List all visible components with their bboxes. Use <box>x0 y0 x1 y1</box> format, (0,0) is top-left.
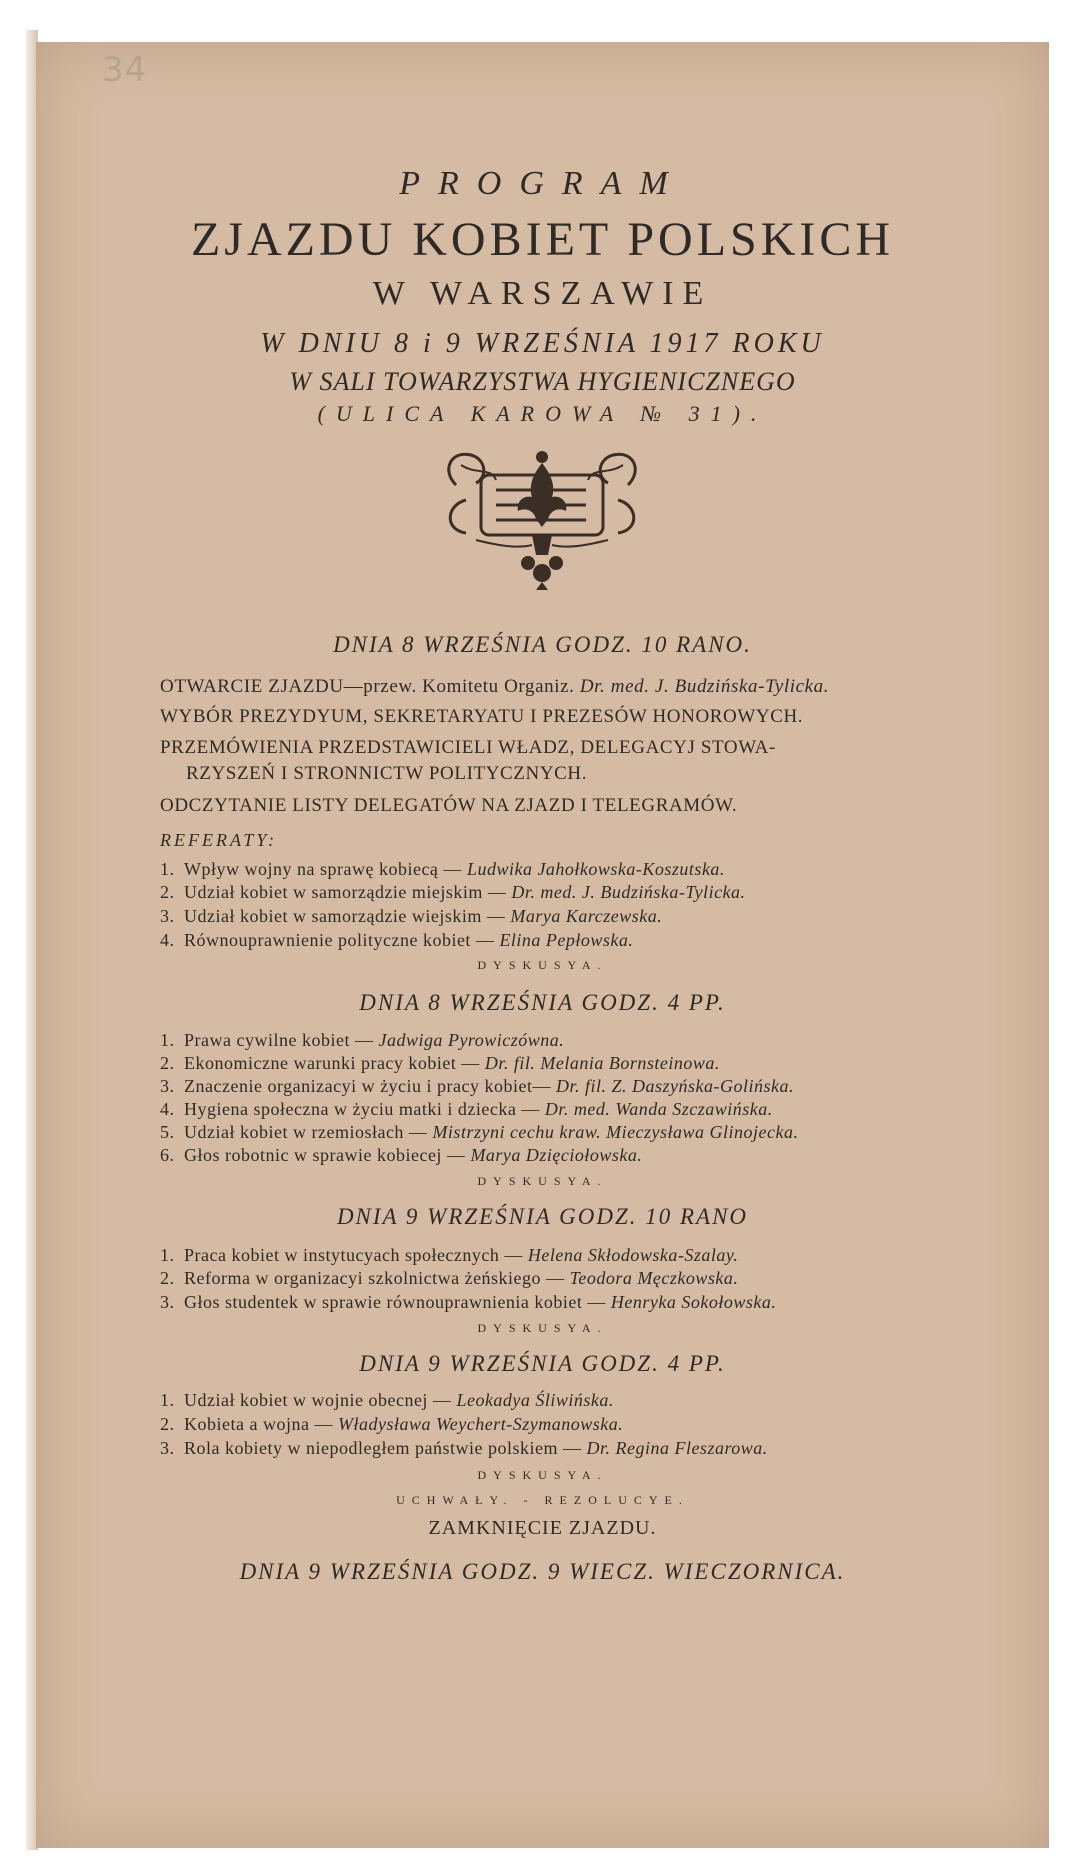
discussion-label: DYSKUSYA. <box>477 958 608 972</box>
list-item: 3. Rola kobiety w niepodległem państwie polskiem — Dr. Regina Fleszarowa. <box>160 1438 768 1458</box>
list-item: 4. Hygiena społeczna w życiu matki i dziecka — Dr. med. Wanda Szczawińska. <box>160 1099 773 1119</box>
title-program: PROGRAM <box>399 165 686 202</box>
discussion-label: DYSKUSYA. <box>477 1321 608 1335</box>
closing-label: ZAMKNIĘCIE ZJAZDU. <box>428 1517 657 1539</box>
section-1-heading: DNIA 8 WRZEŚNIA GODZ. 10 RANO. <box>333 632 752 657</box>
list-item: 1. Prawa cywilne kobiet — Jadwiga Pyrowiczówna. <box>160 1030 565 1050</box>
list-item: 1. Praca kobiet w instytucyach społecznych — Helena Skłodowska-Szalay. <box>160 1245 739 1265</box>
section-3-heading: DNIA 9 WRZEŚNIA GODZ. 10 RANO <box>336 1204 749 1229</box>
election-line: WYBÓR PREZYDYUM, SEKRETARYATU I PREZESÓW HONOROWYCH. <box>160 706 804 727</box>
resolutions-label: UCHWAŁY. - REZOLUCYE. <box>396 1493 689 1507</box>
opening-line <box>160 676 829 698</box>
discussion-label: DYSKUSYA. <box>477 1468 608 1482</box>
title-main: ZJAZDU KOBIET POLSKICH <box>190 213 895 266</box>
title-venue: W SALI TOWARZYSTWA HYGIENICZNEGO <box>289 367 796 396</box>
evening-event: DNIA 9 WRZEŚNIA GODZ. 9 WIECZ. WIECZORNICA. <box>239 1559 846 1584</box>
list-item: 2. Kobieta a wojna — Władysława Weychert-Szymanowska. <box>160 1414 624 1434</box>
list-item: 6. Głos robotnic w sprawie kobiecej — Marya Dzięciołowska. <box>160 1145 643 1165</box>
title-city: W WARSZAWIE <box>372 275 713 312</box>
section-4-heading: DNIA 9 WRZEŚNIA GODZ. 4 PP. <box>359 1351 726 1376</box>
speeches-line: PRZEMÓWIENIA PRZEDSTAWICIELI WŁADZ, DELEGACYJ STOWA- <box>160 737 776 758</box>
section-2-heading: DNIA 8 WRZEŚNIA GODZ. 4 PP. <box>359 990 726 1015</box>
list-item: 4. Równouprawnienie polityczne kobiet — Elina Pepłowska. <box>160 930 634 950</box>
list-item: 2. Reforma w organizacyi szkolnictwa żeńskiego — Teodora Męczkowska. <box>160 1268 739 1288</box>
discussion-label: DYSKUSYA. <box>477 1174 608 1188</box>
referaty-label: REFERATY: <box>160 830 278 850</box>
list-item: 1. Udział kobiet w wojnie obecnej — Leokadya Śliwińska. <box>160 1390 614 1410</box>
opening-chair: Dr. med. J. Budzińska-Tylicka. <box>579 676 830 697</box>
list-item: 3. Głos studentek w sprawie równouprawnienia kobiet — Henryka Sokołowska. <box>160 1292 777 1312</box>
speeches-line-cont: RZYSZEŃ I STRONNICTW POLITYCZNYCH. <box>186 763 588 784</box>
title-address: (ULICA KAROWA № 31). <box>317 401 768 426</box>
heraldic-eagle-ornament-icon <box>436 445 648 590</box>
list-item: 2. Udział kobiet w samorządzie miejskim — Dr. med. J. Budzińska-Tylicka. <box>160 882 746 902</box>
opening-text: OTWARCIE ZJAZDU—przew. Komitetu Organiz. <box>160 676 575 697</box>
list-item: 3. Znaczenie organizacyi w życiu i pracy kobiet— Dr. fil. Z. Daszyńska-Golińska. <box>160 1076 795 1096</box>
title-date: W DNIU 8 i 9 WRZEŚNIA 1917 ROKU <box>260 328 825 359</box>
list-item: 3. Udział kobiet w samorządzie wiejskim — Marya Karczewska. <box>160 906 663 926</box>
list-item: 1. Wpływ wojny na sprawę kobiecą — Ludwika Jahołkowska-Koszutska. <box>160 859 725 879</box>
delegates-line: ODCZYTANIE LISTY DELEGATÓW NA ZJAZD I TELEGRAMÓW. <box>160 795 738 816</box>
list-item: 2. Ekonomiczne warunki pracy kobiet — Dr. fil. Melania Bornsteinowa. <box>160 1053 720 1073</box>
list-item: 5. Udział kobiet w rzemiosłach — Mistrzyni cechu kraw. Mieczysława Glinojecka. <box>160 1122 799 1142</box>
archive-number: 34 <box>102 50 148 90</box>
